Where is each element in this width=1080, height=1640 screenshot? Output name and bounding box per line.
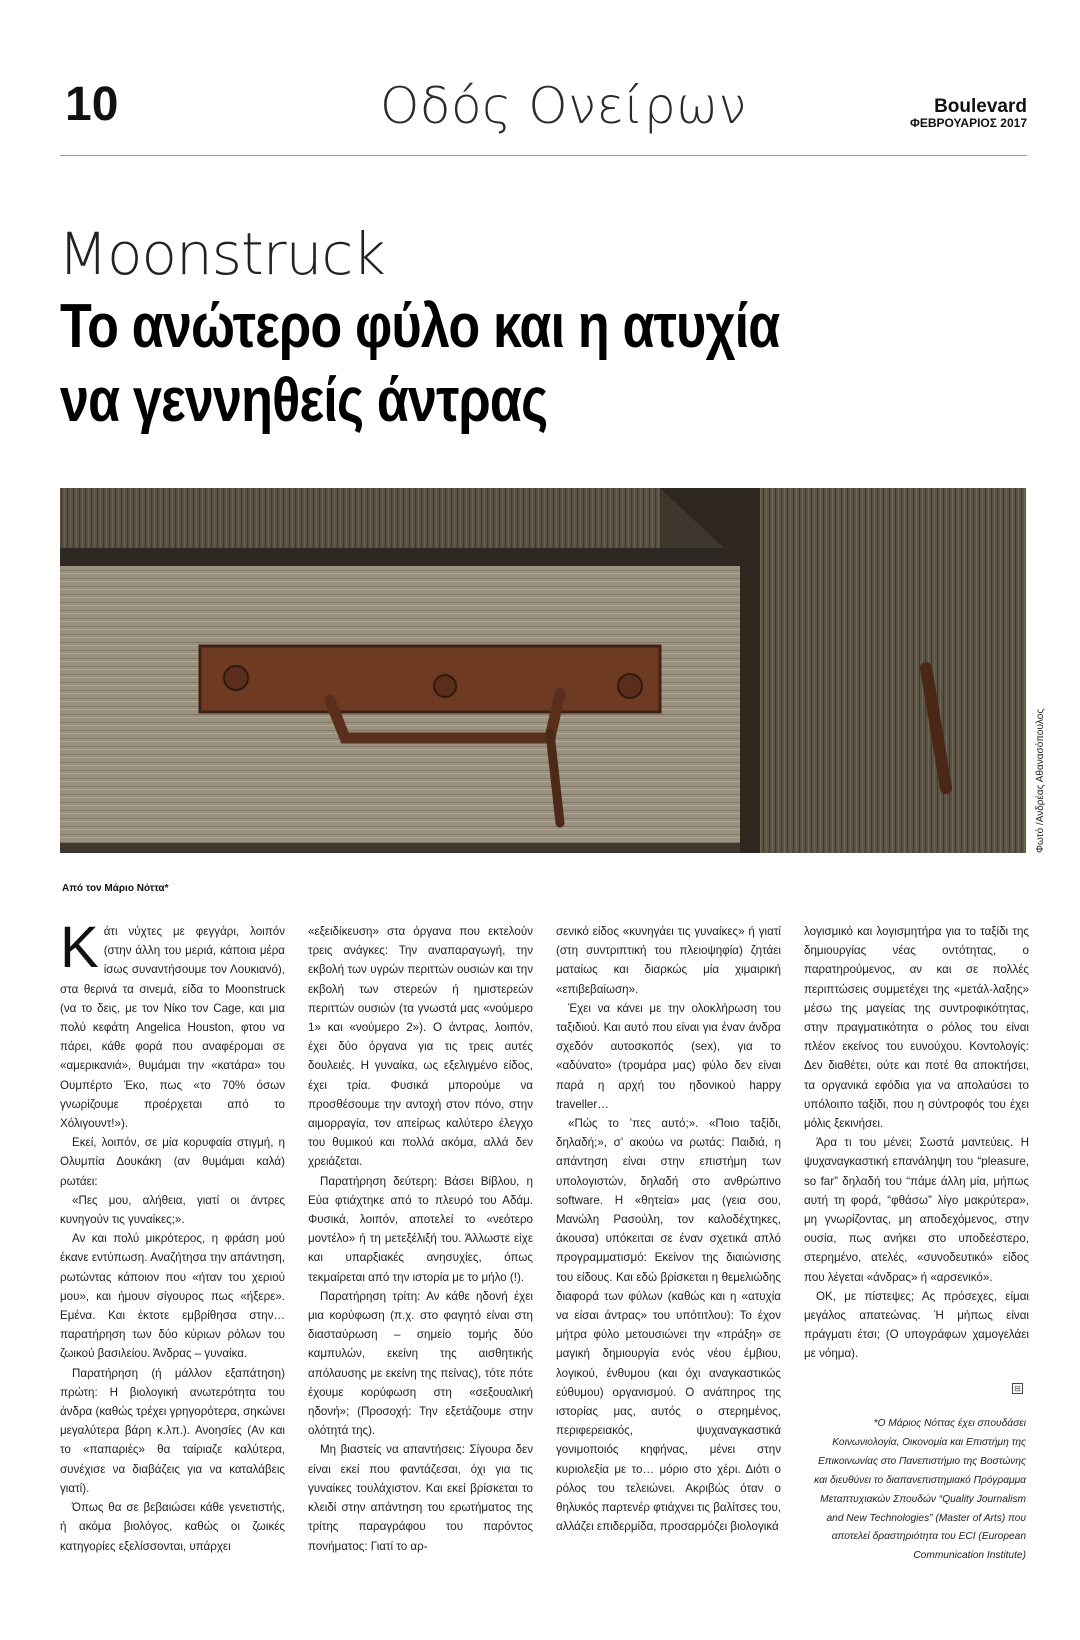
issue-date: ΦΕΒΡΟΥΑΡΙΟΣ 2017 <box>909 116 1027 130</box>
paragraph: «Πώς το ’πες αυτό;». «Ποιο ταξίδι, δηλαδή;», σ’ ακούω να ρωτάς: Παιδιά, η απάντηση είναι στην επιστήμη των υπολογιστών, δηλαδή στο ανθρώπινο software. Η «θητεία» μας (γεια σου, Μανώλη Ρασούλη, τον καλοδέχτηκες, άκουσα) υπόκειται σε έναν σχετικά απλό προγραμματισμό: Εκείνον της διαιώνισης του είδους. Και εδώ βρίσκεται η θεμελιώδης διαφορά των φύλων (καθώς και η «ατυχία να είσαι άντρας» του υπότιτλου): Το έχον μήτρα φύλο μετουσιώνει την «πράξη» σε μαγική δημιουργία ενός νέου έμβιου, λογικού, ένθυμου (και όχι αναγκαστικώς εύθυμου) οργανισμού. Ο ανάπηρος της ιστορίας μας, αυτός ο στερημένος, περιφερειακός, ψυχαναγκαστικά γονιμοποιός κηφήνας, μένει στην κυριολεξία με το… μόριο στο χέρι. Διότι ο ρόλος του τελειώνει. Ακριβώς όταν ο θηλυκός παρτενέρ φτιάχνει τις βαλίτσες του, αλλάζει επιδερμίδα, προσαρμόζει βιολογικά <box>556 1117 781 1534</box>
section-title: Οδός Ονείρων <box>380 77 747 135</box>
article-headline: Το ανώτερο φύλο και η ατυχία να γεννηθείς άντρας <box>60 292 780 435</box>
article-column-3 <box>556 922 781 1537</box>
paragraph: Άρα τι του μένει; Σωστά μαντεύεις. Η ψυχαναγκαστική επανάληψη του “pleasure, so far” δηλαδή του “πάμε άλλη μία, μήπως αυτή τη φορά, “φθάσω” λίγο μακρύτερα», μη γνωρίζοντας, μη αποδεχόμενος, στην ουσία, πως ανήκει στο υποδεέστερο, στερημένο, ατελές, «συνοδευτικό» είδος που λέγεται «άνδρας» ή «αρσενικό». <box>804 1136 1029 1284</box>
paragraph: Παρατήρηση (ή μάλλον εξαπάτηση) πρώτη: Η βιολογική ανωτερότητα του άνδρα (καθώς τρέχει γρηγορότερα, σηκώνει μεγαλύτερα βάρη κ.λπ.). Ανοησίες (Αν και το «παπαριές» θα ταίριαζε καλύτερα, συνέχισε να διαβάζεις για να καταλάβεις γιατί). <box>60 1366 285 1495</box>
rusty-latch-on-wood-image <box>60 488 1026 853</box>
article-photo <box>60 488 1026 853</box>
paragraph: Όπως θα σε βεβαιώσει κάθε γενετιστής, ή ακόμα βιολόγος, καθώς οι ζωικές κατηγορίες εξελίσσονται, υπάρχει <box>60 1501 285 1553</box>
article-kicker: Moonstruck <box>58 220 385 288</box>
publication-brand <box>910 97 1027 130</box>
paragraph: λογισμικό και λογισμητήρα για το ταξίδι της δημιουργίας νέας οντότητας, ο παρατηρούμενος, αν και σε πολλές περιπτώσεις συμμετέχει της «μετάλ-λαξης» μέσω της μαγείας της συντροφικότητας, στην πραγματικότητα ο ρόλος του είναι πλέον εκείνος του ευνούχου. Κοντολογίς: Δεν διαθέτει, ούτε και ποτέ θα αποκτήσει, τα οργανικά εφόδια για να απολαύσει το υπόλοιπο ταξίδι, που η σύντροφός του έχει μόλις ξεκινήσει. <box>804 925 1029 1131</box>
article-column-4 <box>804 922 1029 1364</box>
brand-name: Boulevard <box>934 96 1027 117</box>
paragraph: Παρατήρηση δεύτερη: Βάσει Βίβλου, η Εύα φτιάχτηκε από το πλευρό του Αδάμ. Φυσικά, λοιπόν, αποτελεί το «νεότερο μοντέλο» ή τη μετεξέλιξή του. Άλλωστε είχε και υπαρξιακές ανησυχίες, όπως τεκμαίρεται από την ιστορία με το μήλο (!). <box>308 1174 533 1284</box>
page-number: 10 <box>65 78 119 131</box>
paragraph: Εκεί, λοιπόν, σε μία κορυφαία στιγμή, η Ολυμπία Δουκάκη (αν θυμάμαι καλά) ρωτάει: <box>60 1136 285 1188</box>
paragraph: «εξειδίκευση» στα όργανα που εκτελούν τρεις ανάγκες: Την αναπαραγωγή, την εκβολή των υγρών περιττών ουσιών και την εκβολή των στερεών ή ημιστερεών περιττών ουσιών (τα γνωστά μας «νούμερο 1» και «νούμερο 2»). Ο άντρας, λοιπόν, έχει δύο όργανα για τις τρεις αυτές δουλειές. Η γυναίκα, ως εξελιγμένο είδος, έχει τρία. Φυσικά μπορούμε να προσθέσουμε την αντοχή στον πόνο, στην αιμορραγία, τον απείρως καλύτερο έλεγχο του θυμικού και πολλά ακόμα, αλλά δεν χρειάζεται. <box>308 925 533 1169</box>
author-note: *Ο Μάριος Νόττας έχει σπουδάσει Κοινωνιολογία, Οικονομία και Επιστήμη της Επικοινωνίας στο Πανεπιστήμιο της Βοστώνης και διευθύνει το διαπανεπιστημιακό Πρόγραμμα Μεταπτυχιακών Σπουδών “Quality Journalism and New Technologies” (Master of Arts) που αποτελεί δραστηριότητα του ECI (European Communication Institute) <box>814 1418 1026 1562</box>
photo-credit: Φωτό /Ανδρέας Αθανασόπουλος <box>1035 708 1046 853</box>
paragraph: Αν και πολύ μικρότερος, η φράση μού έκανε εντύπωση. Αναζήτησα την απάντηση, ρωτώντας κάποιον που «ήταν του χεριού μου», και ήμουν σίγουρος πως «ήξερε». Εμένα. Και έκτοτε εμβρίθησα στην… παρατήρηση των δύο κύριων ρόλων του ζωικού βασιλείου. Άνδρας – γυναίκα. <box>60 1232 285 1361</box>
paragraph: σενικό είδος «κυνηγάει τις γυναίκες» ή γιατί (στη συντριπτική του πλειοψηφία) ζητάει ματαίως και διαρκώς μία χιμαιρική «επιβεβαίωση». <box>556 925 781 996</box>
paragraph: ΟΚ, με πίστεψες; Ας πρόσεχες, είμαι μεγάλος απατεώνας. Ή μήπως είναι πράγματι έτσι; (Ο υπογράφων χαμογελάει με νόημα). <box>804 1289 1029 1361</box>
paragraph: Παρατήρηση τρίτη: Αν κάθε ηδονή έχει μια κορύφωση (π.χ. στο φαγητό είναι στη διασταύρωση – σημείο τομής δύο καμπυλών, εκείνη της αισθητικής απόλαυσης με εκείνη της πείνας), τότε πότε έχουμε κορύφωση στη «σεξουαλική ηδονή»; (Προσοχή: Την εξετάζουμε στην ολότητά της). <box>308 1289 533 1438</box>
article-column-1 <box>60 915 285 1556</box>
page-header <box>60 75 1027 156</box>
paragraph: Κάτι νύχτες με φεγγάρι, λοιπόν (στην άλλη του μεριά, κάποια μέρα ίσως συναντήσουμε τον Λουκιανό), στα θερινά τα σινεμά, είδα το Moonstruck (να το δεις, με τον Νίκο τον Cage, και μια πολύ κεφάτη Angelica Houston, φτου να πάρει, κάθε φορά που αναφέρομαι σε «αμερικανιά», θυμάμαι την «κατάρα» του Ουμπέρτο Έκο, πως «το 70% όσων γνωρίζουμε προέρχεται από το Χόλιγουντ!»). <box>60 915 285 1131</box>
drop-cap: Κ <box>60 915 99 980</box>
paragraph: Μη βιαστείς να απαντήσεις: Σίγουρα δεν είναι εκεί που φαντάζεσαι, όχι για τις γυναίκες τουλάχιστον. Και εκεί βρίσκεται το κλειδί στην απάντηση του ερωτήματος της τρίτης παραγράφου του παρόντος πονήματος: Γιατί το αρ- <box>308 1443 533 1553</box>
paragraph: «Πες μου, αλήθεια, γιατί οι άντρες κυνηγούν τις γυναίκες;». <box>60 1193 285 1227</box>
end-of-article-icon: ⊟ <box>1012 1383 1023 1394</box>
paragraph: Έχει να κάνει με την ολοκλήρωση του ταξιδιού. Και αυτό που είναι για έναν άνδρα σχεδόν αυτοσκοπός (sex), για το «αδύνατο» (τρομάρα μας) φύλο δεν είναι παρά η αρχή του ηδονικού happy traveller… <box>556 1001 781 1111</box>
article-column-2 <box>308 922 533 1556</box>
byline: Από τον Μάριο Νόττα* <box>62 883 169 894</box>
